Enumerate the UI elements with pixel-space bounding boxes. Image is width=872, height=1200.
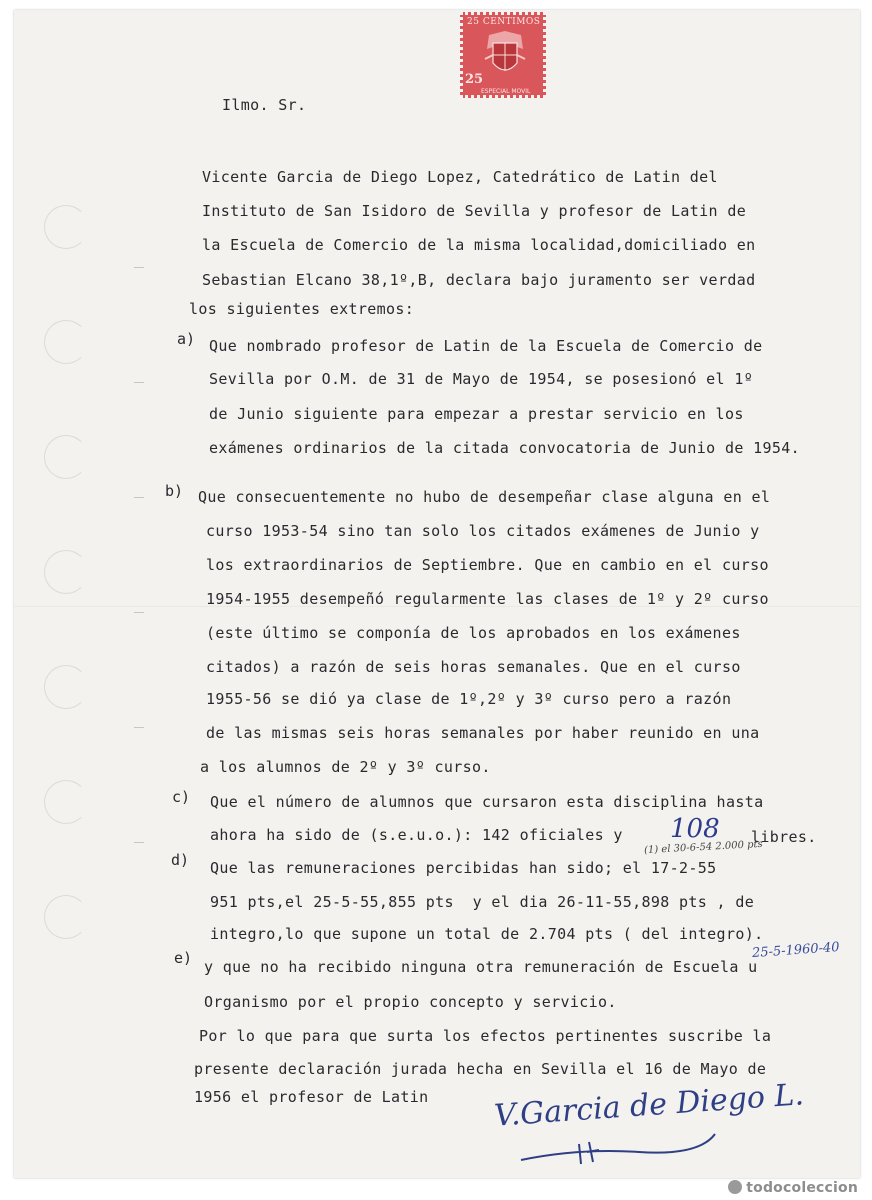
- body-line: exámenes ordinarios de la citada convocatoria de Junio de 1954.: [209, 439, 800, 457]
- watermark: [728, 1180, 858, 1196]
- hole-mark: [134, 842, 144, 843]
- handwritten-libres-count: 108: [670, 814, 720, 844]
- hole-mark: [134, 267, 144, 268]
- handwritten-annotation-side: 25-5-1960-40: [751, 939, 841, 962]
- body-line: Por lo que para que surta los efectos pertinentes suscribe la: [199, 1027, 772, 1045]
- body-line: Que las remuneraciones percibidas han sido; el 17-2-55: [210, 859, 717, 877]
- signature: V.Garcia de Diego L.: [493, 1077, 805, 1134]
- body-line: integro,lo que supone un total de 2.704 pts ( del integro).: [210, 925, 764, 943]
- body-line: curso 1953-54 sino tan solo los citados exámenes de Junio y: [206, 522, 760, 540]
- body-line: presente declaración jurada hecha en Sevilla el 16 de Mayo de: [194, 1060, 767, 1078]
- watermark-text: todocoleccion: [746, 1180, 858, 1196]
- body-line: la Escuela de Comercio de la misma localidad,domiciliado en: [202, 236, 756, 254]
- stamp-bottom-text: ESPECIAL MOVIL: [481, 88, 531, 95]
- signature-flourish: [519, 1130, 719, 1170]
- punch-hole: [44, 550, 88, 594]
- hole-mark: [134, 382, 144, 383]
- body-line: ahora ha sido de (s.e.u.o.): 142 oficiales y: [210, 826, 623, 844]
- body-line: 951 pts,el 25-5-55,855 pts y el dia 26-11-55,898 pts , de: [210, 893, 755, 911]
- body-line: 1954-1955 desempeñó regularmente las clases de 1º y 2º curso: [206, 590, 769, 608]
- body-line: Organismo por el propio concepto y servicio.: [204, 993, 617, 1011]
- document-page: [14, 10, 860, 1178]
- body-line: Vicente Garcia de Diego Lopez, Catedrático de Latin del: [202, 168, 718, 186]
- punch-hole: [44, 895, 88, 939]
- coat-of-arms-icon: [483, 29, 527, 85]
- stamp-top-text: 25 CENTIMOS: [467, 17, 541, 27]
- body-line: 1955-56 se dió ya clase de 1º,2º y 3º curso pero a razón: [206, 690, 732, 708]
- hole-mark: [134, 497, 144, 498]
- body-line: libres.: [751, 828, 817, 846]
- body-line: de Junio siguiente para empezar a prestar servicio en los: [209, 405, 744, 423]
- body-line: Instituto de San Isidoro de Sevilla y profesor de Latin de: [202, 202, 747, 220]
- body-line: Que nombrado profesor de Latin de la Escuela de Comercio de: [209, 337, 763, 355]
- body-line: de las mismas seis horas semanales por haber reunido en una: [206, 724, 760, 742]
- hole-mark: [134, 612, 144, 613]
- item-letter-e: e): [174, 949, 193, 967]
- handwritten-annotation-top: (1) el 30-6-54 2.000 pts: [643, 838, 763, 857]
- body-line: 1956 el profesor de Latin: [194, 1088, 429, 1106]
- body-line: Que el número de alumnos que cursaron esta disciplina hasta: [210, 793, 764, 811]
- body-line: los extraordinarios de Septiembre. Que en cambio en el curso: [206, 556, 769, 574]
- body-line: Sevilla por O.M. de 31 de Mayo de 1954, se posesionó el 1º: [209, 370, 754, 388]
- body-line: a los alumnos de 2º y 3º curso.: [200, 758, 491, 776]
- item-letter-a: a): [177, 330, 196, 348]
- body-line: citados) a razón de seis horas semanales. Que en el curso: [206, 658, 741, 676]
- item-letter-d: d): [171, 851, 190, 869]
- item-letter-c: c): [172, 788, 191, 806]
- body-line: Sebastian Elcano 38,1º,B, declara bajo juramento ser verdad: [202, 271, 756, 289]
- body-line: y que no ha recibido ninguna otra remuneración de Escuela u: [204, 958, 758, 976]
- fiscal-stamp: [460, 12, 546, 98]
- punch-hole: [44, 435, 88, 479]
- punch-hole-column: [34, 205, 104, 1005]
- body-line: los siguientes extremos:: [189, 300, 415, 318]
- punch-hole: [44, 665, 88, 709]
- hole-mark: [134, 727, 144, 728]
- brand-logo-icon: [728, 1180, 742, 1194]
- item-letter-b: b): [165, 482, 184, 500]
- stamp-value: 25: [465, 72, 484, 87]
- body-line: (este último se componía de los aprobados en los exámenes: [206, 624, 741, 642]
- salutation: Ilmo. Sr.: [222, 96, 307, 114]
- punch-hole: [44, 780, 88, 824]
- body-line: Que consecuentemente no hubo de desempeñar clase alguna en el: [198, 488, 771, 506]
- punch-hole: [44, 205, 88, 249]
- punch-hole: [44, 320, 88, 364]
